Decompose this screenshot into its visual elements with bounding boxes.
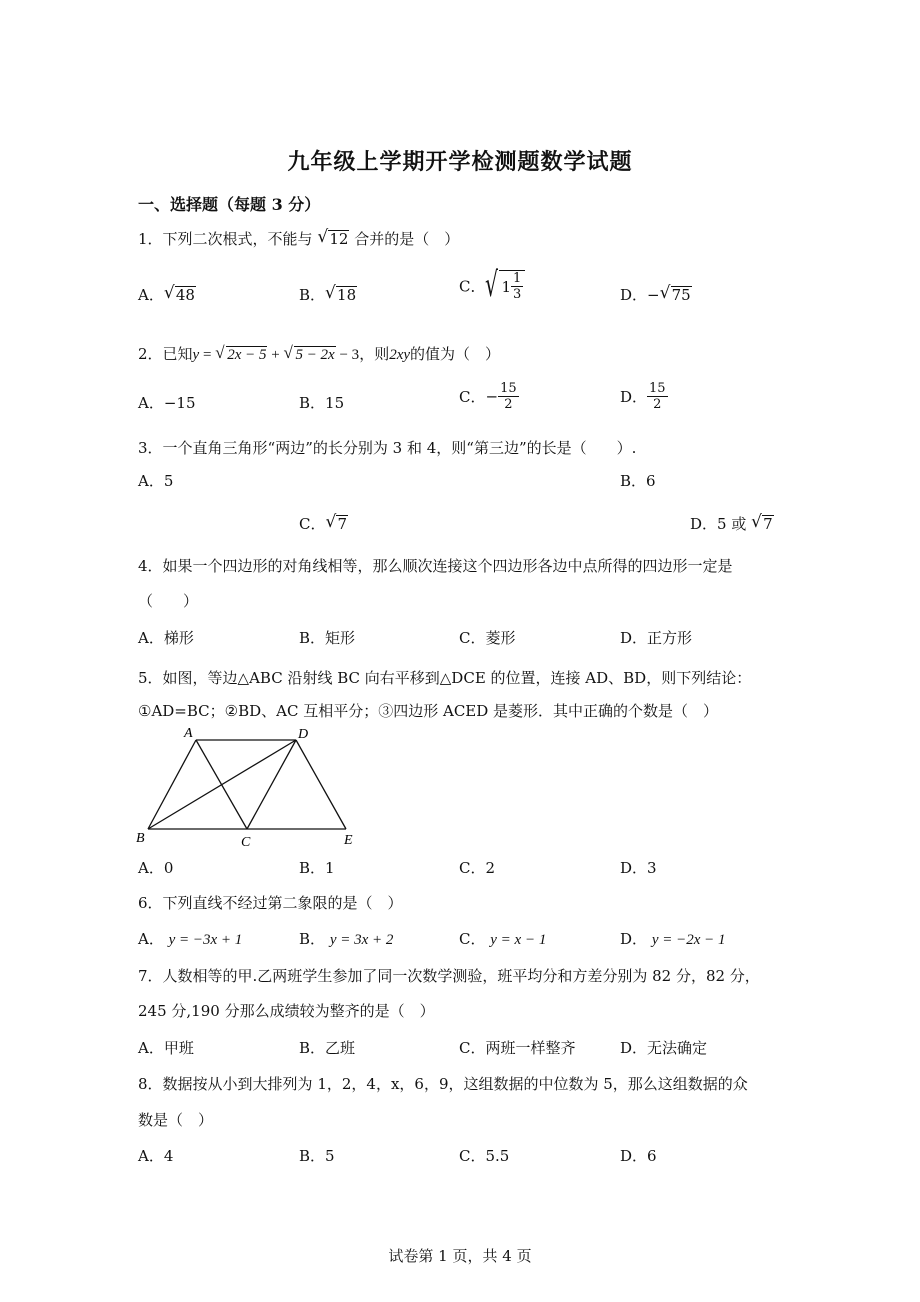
q1-d-radicand: 75 [671,286,691,304]
q5-option-c: C．2 [459,859,496,877]
option-label: C． [459,277,486,296]
q3-option-a: A．5 [138,472,174,490]
q1-a-radicand: 48 [175,286,195,304]
q3-option-d: D．5 或 √ 7 [690,512,773,533]
label-a: A [184,726,193,741]
q1-radical: √ 12 [317,227,349,248]
q5-option-a: A．0 [138,859,174,877]
question-4-cont: （ ） [138,592,199,610]
q1-c-numerator: 1 [513,271,522,286]
q6-option-c [459,928,546,949]
option-label: A． [138,286,164,304]
q2-radicand-1: 2x − 5 [227,347,267,363]
question-3: 3．一个直角三角形“两边”的长分别为 3 和 4，则“第三边”的长是（ ）. [138,439,637,457]
q1-radicand: 12 [329,230,349,248]
q2-radicand-2: 5 − 2x [295,347,335,363]
q6-option-a [138,928,242,949]
section-heading: 一、选择题（每题 3 分） [138,195,321,214]
q3-d-radicand: 7 [763,515,773,533]
q2-expression: 2xy [389,347,411,363]
q2-c-denominator: 2 [504,397,513,412]
q3-option-b: B．6 [620,472,656,490]
q6-c-equation: y = x − 1 [490,932,547,948]
q1-c-denominator: 3 [513,287,522,302]
q1-option-c: C． √ 1 $\frac{1}{3}$ [459,270,525,302]
question-4: 4．如果一个四边形的对角线相等，那么顺次连接这个四边形各边中点所得的四边形一定是 [138,557,733,575]
q6-b-equation: y = 3x + 2 [329,932,394,948]
q2-a-value: −15 [163,394,196,412]
q2-stem-start: 2．已知 [138,345,193,363]
segment-ab [148,740,196,829]
option-label: D．5 或 [690,515,747,533]
q5-figure [134,722,364,852]
question-5-cont: ①AD=BC；②BD、AC 互相平分；③四边形 ACED 是菱形．其中正确的个数是（ ） [138,702,719,720]
segment-dc [247,740,296,829]
q1-stem-start: 1．下列二次根式，不能与 [138,230,313,248]
q2-minus-three: − 3 [335,347,360,363]
option-label: D． [620,930,648,948]
q1-option-b: B． √ 18 [299,283,357,304]
q1-option-d: D．− √ 75 [620,283,691,304]
question-6: 6．下列直线不经过第二象限的是（ ） [138,894,403,912]
q6-d-equation: y = −2x − 1 [651,932,726,948]
q4-option-b: B．矩形 [299,629,356,647]
q3-c-radicand: 7 [337,515,348,533]
q1-b-radicand: 18 [337,286,357,304]
q5-option-d: D．3 [620,859,657,877]
q2-c-sign: − [485,387,499,406]
q7-option-d: D．无法确定 [620,1039,708,1057]
option-label: C． [299,515,326,533]
option-label: D． [620,286,648,304]
label-e: E [344,833,353,848]
page-footer: 试卷第 1 页，共 4 页 [388,1247,532,1265]
question-7: 7．人数相等的甲.乙两班学生参加了同一次数学测验，班平均分和方差分别为 82 分，82 分， [138,967,760,985]
option-label: B． [299,930,326,948]
q1-stem-end: 合并的是（ ） [354,230,460,248]
q2-stem-end: 的值为（ ） [410,345,501,363]
q2-d-denominator: 2 [653,397,662,412]
option-label: A． [138,930,164,948]
q2-equals: = [199,347,216,363]
q8-option-b: B．5 [299,1147,335,1165]
page-title: 九年级上学期开学检测题数学试题 [287,149,633,175]
q7-option-a: A．甲班 [138,1039,194,1057]
question-2: 2．已知y = √ 2x − 5 + √ 5 − 2x − 3，则2xy的值为（ ） [138,343,501,363]
question-5: 5．如图，等边△ABC 沿射线 BC 向右平移到△DCE 的位置，连接 AD、BD，则下列结论： [138,669,752,687]
option-label: C． [459,930,486,948]
q4-option-a: A．梯形 [138,629,194,647]
q2-var-y: y [192,347,200,363]
q2-option-c [459,381,519,412]
q6-option-d [620,928,726,949]
q8-option-a: A．4 [138,1147,174,1165]
segment-bd [148,740,296,829]
option-label: B． [299,394,326,412]
q4-option-d: D．正方形 [620,629,693,647]
label-c: C [241,835,251,850]
q2-b-value: 15 [325,394,345,412]
option-label: B． [299,286,326,304]
option-label: D． [620,388,648,406]
q2-c-numerator: 15 [500,381,517,396]
q1-option-a: A． √ 48 [138,283,195,304]
q2-d-numerator: 15 [649,381,666,396]
q1-c-integer: 1 [501,277,512,296]
q6-option-b [299,928,393,949]
option-label: A． [138,394,164,412]
q2-stem-mid: ，则 [359,345,390,363]
q2-plus: + [267,347,284,363]
label-b: B [136,831,145,846]
q8-option-c: C．5.5 [459,1147,510,1165]
question-7-cont: 245 分,190 分那么成绩较为整齐的是（ ） [138,1002,435,1020]
q2-option-b [299,392,344,413]
segment-de [296,740,346,829]
q2-option-d [620,381,668,412]
question-8-cont: 数是（ ） [138,1111,214,1129]
q4-option-c: C．菱形 [459,629,516,647]
q7-option-b: B．乙班 [299,1039,356,1057]
q6-a-equation: y = −3x + 1 [168,932,243,948]
q1-d-sign: − [647,286,660,304]
q3-option-c: C． √ 7 [299,512,348,533]
q5-option-b: B．1 [299,859,335,877]
q7-option-c: C．两班一样整齐 [459,1039,576,1057]
q2-option-a [138,392,196,413]
question-1 [138,228,459,249]
label-d: D [298,727,309,742]
option-label: C． [459,388,486,406]
question-8: 8．数据按从小到大排列为 1，2，4，x，6，9，这组数据的中位数为 5，那么这组数据的众 [138,1075,748,1093]
q8-option-d: D．6 [620,1147,657,1165]
